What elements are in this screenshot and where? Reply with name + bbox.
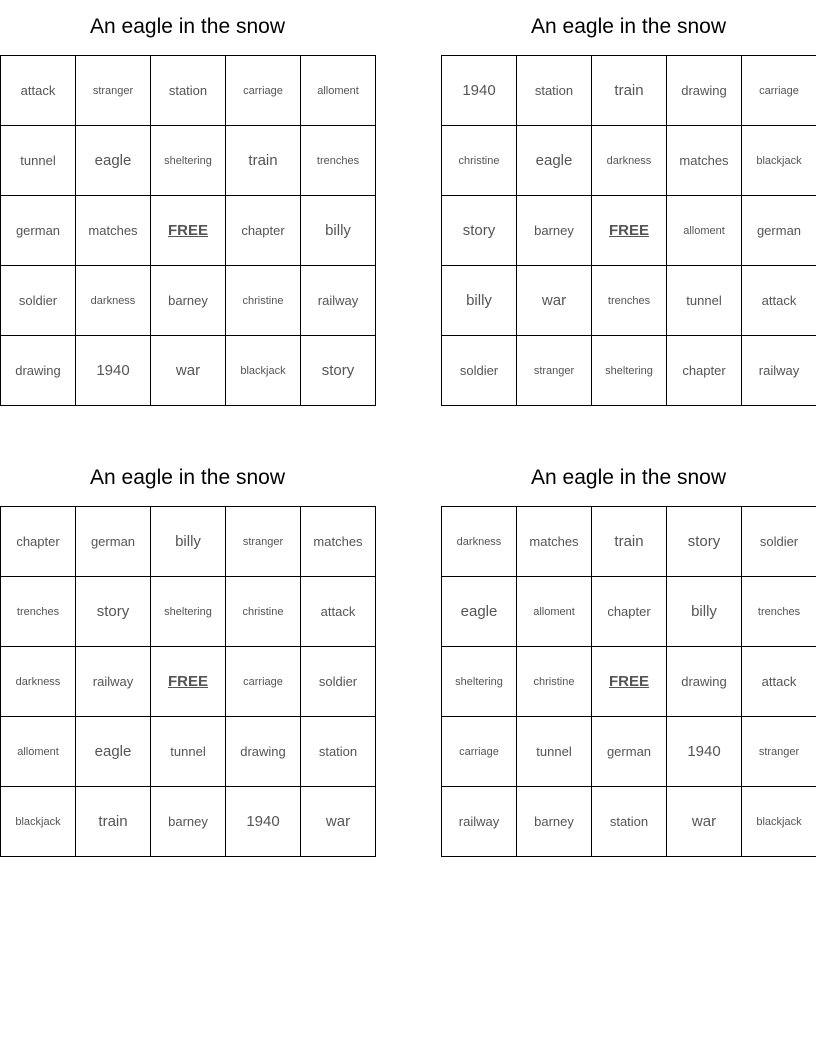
bingo-cell: billy	[151, 507, 226, 577]
bingo-cell: station	[301, 717, 376, 787]
bingo-cell: stranger	[76, 56, 151, 126]
bingo-cell: railway	[742, 336, 816, 406]
bingo-cell: sheltering	[151, 577, 226, 647]
bingo-cell: darkness	[76, 266, 151, 336]
bingo-cell: eagle	[442, 577, 517, 647]
grid-row	[1, 717, 376, 787]
bingo-cell: sheltering	[592, 336, 667, 406]
bingo-cell: darkness	[442, 507, 517, 577]
bingo-cell: blackjack	[742, 126, 816, 196]
card-title: An eagle in the snow	[90, 15, 285, 38]
bingo-cell: drawing	[1, 336, 76, 406]
bingo-cell: soldier	[742, 507, 816, 577]
bingo-cell: german	[742, 196, 816, 266]
bingo-cell: alloment	[667, 196, 742, 266]
bingo-cell: blackjack	[742, 787, 816, 857]
bingo-cell: german	[76, 507, 151, 577]
grid-row	[1, 56, 376, 126]
free-space: FREE	[592, 196, 667, 266]
bingo-cell: railway	[76, 647, 151, 717]
bingo-cell: attack	[742, 647, 816, 717]
grid-row	[1, 336, 376, 406]
bingo-cell: attack	[742, 266, 816, 336]
bingo-cell: soldier	[442, 336, 517, 406]
free-space: FREE	[151, 196, 226, 266]
bingo-cell: blackjack	[226, 336, 301, 406]
bingo-cell: 1940	[76, 336, 151, 406]
bingo-cell: darkness	[592, 126, 667, 196]
bingo-cell: story	[301, 336, 376, 406]
bingo-cell: matches	[517, 507, 592, 577]
bingo-cell: 1940	[442, 56, 517, 126]
bingo-cell: barney	[517, 787, 592, 857]
bingo-cell: darkness	[1, 647, 76, 717]
bingo-cell: christine	[442, 126, 517, 196]
bingo-cell: story	[76, 577, 151, 647]
bingo-cell: christine	[226, 577, 301, 647]
bingo-cell: chapter	[1, 507, 76, 577]
bingo-cell: drawing	[667, 647, 742, 717]
bingo-cell: train	[592, 56, 667, 126]
bingo-cell: soldier	[1, 266, 76, 336]
bingo-cell: chapter	[592, 577, 667, 647]
bingo-cell: train	[592, 507, 667, 577]
bingo-cell: tunnel	[667, 266, 742, 336]
grid-row	[442, 196, 816, 266]
grid-row	[442, 56, 816, 126]
bingo-grid	[0, 506, 376, 857]
bingo-cell: war	[301, 787, 376, 857]
bingo-cell: sheltering	[151, 126, 226, 196]
free-space: FREE	[592, 647, 667, 717]
grid-row	[442, 647, 816, 717]
bingo-cell: war	[517, 266, 592, 336]
grid-row	[442, 577, 816, 647]
bingo-cell: trenches	[301, 126, 376, 196]
bingo-cell: chapter	[226, 196, 301, 266]
grid-row	[442, 336, 816, 406]
bingo-cell: christine	[226, 266, 301, 336]
card-title: An eagle in the snow	[531, 466, 726, 489]
bingo-cell: station	[151, 56, 226, 126]
bingo-cell: barney	[151, 266, 226, 336]
bingo-cell: tunnel	[1, 126, 76, 196]
bingo-cell: german	[592, 717, 667, 787]
grid-row	[1, 787, 376, 857]
bingo-cell: blackjack	[1, 787, 76, 857]
bingo-card	[0, 461, 375, 857]
bingo-cell: barney	[517, 196, 592, 266]
bingo-cell: 1940	[226, 787, 301, 857]
bingo-cell: matches	[301, 507, 376, 577]
bingo-cell: drawing	[226, 717, 301, 787]
bingo-cell: christine	[517, 647, 592, 717]
grid-row	[1, 266, 376, 336]
bingo-cell: train	[76, 787, 151, 857]
bingo-cell: carriage	[226, 647, 301, 717]
card-title: An eagle in the snow	[531, 15, 726, 38]
bingo-cell: chapter	[667, 336, 742, 406]
grid-row	[442, 717, 816, 787]
bingo-cell: stranger	[517, 336, 592, 406]
bingo-cell: 1940	[667, 717, 742, 787]
bingo-cell: eagle	[76, 126, 151, 196]
bingo-cell: eagle	[76, 717, 151, 787]
bingo-cell: attack	[301, 577, 376, 647]
grid-row	[1, 507, 376, 577]
bingo-cell: trenches	[592, 266, 667, 336]
bingo-cell: carriage	[226, 56, 301, 126]
bingo-cell: stranger	[226, 507, 301, 577]
bingo-cell: carriage	[742, 56, 816, 126]
bingo-grid	[441, 55, 816, 406]
bingo-cell: tunnel	[151, 717, 226, 787]
bingo-cell: sheltering	[442, 647, 517, 717]
free-space: FREE	[151, 647, 226, 717]
bingo-cell: billy	[667, 577, 742, 647]
bingo-cell: attack	[1, 56, 76, 126]
bingo-cell: war	[667, 787, 742, 857]
bingo-cell: eagle	[517, 126, 592, 196]
grid-row	[442, 266, 816, 336]
bingo-cell: matches	[76, 196, 151, 266]
grid-row	[442, 507, 816, 577]
grid-row	[442, 787, 816, 857]
bingo-cell: station	[517, 56, 592, 126]
grid-row	[1, 647, 376, 717]
bingo-cell: railway	[301, 266, 376, 336]
bingo-cell: station	[592, 787, 667, 857]
bingo-cell: train	[226, 126, 301, 196]
bingo-cell: alloment	[1, 717, 76, 787]
bingo-cell: stranger	[742, 717, 816, 787]
bingo-cell: soldier	[301, 647, 376, 717]
bingo-cell: railway	[442, 787, 517, 857]
bingo-card	[0, 10, 375, 406]
bingo-cell: alloment	[301, 56, 376, 126]
bingo-cell: billy	[301, 196, 376, 266]
bingo-cell: tunnel	[517, 717, 592, 787]
bingo-grid	[0, 55, 376, 406]
bingo-cell: barney	[151, 787, 226, 857]
bingo-cell: war	[151, 336, 226, 406]
bingo-grid	[441, 506, 816, 857]
grid-row	[1, 126, 376, 196]
bingo-cell: story	[667, 507, 742, 577]
bingo-cell: german	[1, 196, 76, 266]
bingo-cell: drawing	[667, 56, 742, 126]
card-title: An eagle in the snow	[90, 466, 285, 489]
bingo-cell: billy	[442, 266, 517, 336]
bingo-cell: trenches	[1, 577, 76, 647]
grid-row	[442, 126, 816, 196]
bingo-cell: carriage	[442, 717, 517, 787]
bingo-cell: alloment	[517, 577, 592, 647]
grid-row	[1, 577, 376, 647]
bingo-card	[441, 10, 816, 406]
bingo-cell: story	[442, 196, 517, 266]
bingo-card	[441, 461, 816, 857]
bingo-cell: trenches	[742, 577, 816, 647]
bingo-cell: matches	[667, 126, 742, 196]
grid-row	[1, 196, 376, 266]
